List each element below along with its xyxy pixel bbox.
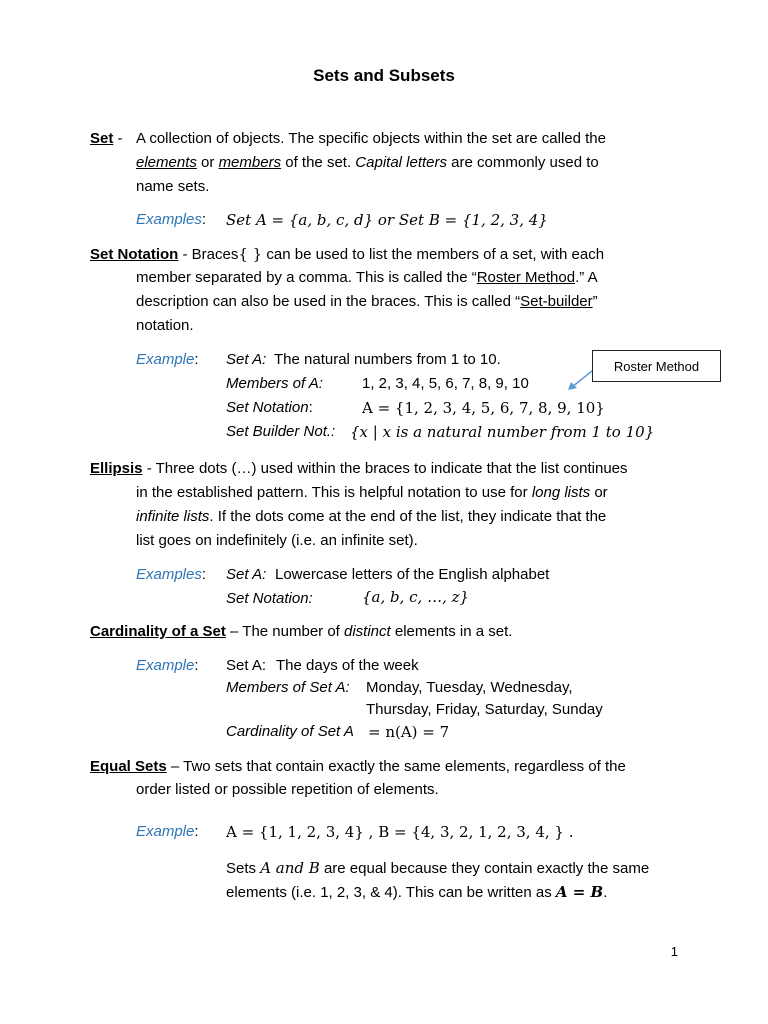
notation-line-3: description can also be used in the braces. This is called “Set-builder” xyxy=(136,293,598,310)
notation-line-2: member separated by a comma. This is called the “Roster Method.” A xyxy=(136,269,598,286)
page-number: 1 xyxy=(670,944,678,959)
notation-r3-label: Set Notation: xyxy=(226,399,313,416)
cardinality-r2-value: Monday, Tuesday, Wednesday, xyxy=(366,679,573,696)
term-set: Set xyxy=(90,130,114,147)
notation-example: Example: xyxy=(136,351,199,368)
roster-method-callout: Roster Method xyxy=(592,350,721,382)
notation-r1-value: The natural numbers from 1 to 10. xyxy=(274,351,501,368)
notation-r3-value: A = {1, 2, 3, 4, 5, 6, 7, 8, 9, 10} xyxy=(362,399,605,417)
equal-line-3: Sets A and B are equal because they contain exactly the same xyxy=(226,859,650,877)
equal-line-1: Equal Sets – Two sets that contain exactly the same elements, regardless of the xyxy=(90,758,626,775)
set-example: Examples: xyxy=(136,211,207,228)
cardinality-line-1: Cardinality of a Set – The number of distinct elements in a set. xyxy=(90,623,513,640)
cardinality-r1-value: The days of the week xyxy=(276,657,419,674)
cardinality-r3-value: = n(A) = 7 xyxy=(368,723,450,741)
notation-line-1: Set Notation - Braces{ } can be used to list the members of a set, with each xyxy=(90,245,605,263)
ellipsis-r1-value: Lowercase letters of the English alphabet xyxy=(275,566,550,583)
cardinality-r1-label: Set A: xyxy=(226,657,267,674)
ellipsis-line-2: in the established pattern. This is helpful notation to use for long lists or xyxy=(136,484,608,501)
set-def-line-3: name sets. xyxy=(136,178,210,195)
ellipsis-r1-label: Set A: xyxy=(226,566,267,583)
notation-r4-value: {x | x is a natural number from 1 to 10} xyxy=(350,423,655,441)
equal-line-2: order listed or possible repetition of elements. xyxy=(136,781,439,798)
notation-line-4: notation. xyxy=(136,317,194,334)
notation-r2-value: 1, 2, 3, 4, 5, 6, 7, 8, 9, 10 xyxy=(362,375,529,392)
notation-r2-label: Members of A: xyxy=(226,375,323,392)
set-example-math: Set A = {a, b, c, d} or Set B = {1, 2, 3, 4} xyxy=(226,211,548,229)
equal-example-math: A = {1, 1, 2, 3, 4} , B = {4, 3, 2, 1, 2, 3, 4, } . xyxy=(226,823,574,841)
set-def-line-1: A collection of objects. The specific objects within the set are called the xyxy=(136,130,606,147)
set-line-1: Set - xyxy=(90,130,123,147)
equal-line-4: elements (i.e. 1, 2, 3, & 4). This can be written as A = B. xyxy=(226,883,608,901)
ellipsis-r2-label: Set Notation: xyxy=(226,590,313,607)
arrow-pointer-icon xyxy=(564,368,596,394)
ellipsis-r2-value: {a, b, c, …, z} xyxy=(362,588,470,606)
ellipsis-example: Examples: xyxy=(136,566,207,583)
cardinality-example: Example: xyxy=(136,657,199,674)
cardinality-r2-label: Members of Set A: xyxy=(226,679,350,696)
ellipsis-line-1: Ellipsis - Three dots (…) used within the braces to indicate that the list continues xyxy=(90,460,628,477)
page-title: Sets and Subsets xyxy=(313,66,455,85)
cardinality-r2-value-cont: Thursday, Friday, Saturday, Sunday xyxy=(366,701,603,718)
ellipsis-line-3: infinite lists. If the dots come at the end of the list, they indicate that the xyxy=(136,508,607,525)
cardinality-r3-label: Cardinality of Set A xyxy=(226,723,354,740)
ellipsis-line-4: list goes on indefinitely (i.e. an infinite set). xyxy=(136,532,418,549)
notation-r1-label: Set A: xyxy=(226,351,267,368)
notation-r4-label: Set Builder Not.: xyxy=(226,423,336,440)
set-def-line-2: elements or members of the set. Capital letters are commonly used to xyxy=(136,154,599,171)
equal-example: Example: xyxy=(136,823,199,840)
